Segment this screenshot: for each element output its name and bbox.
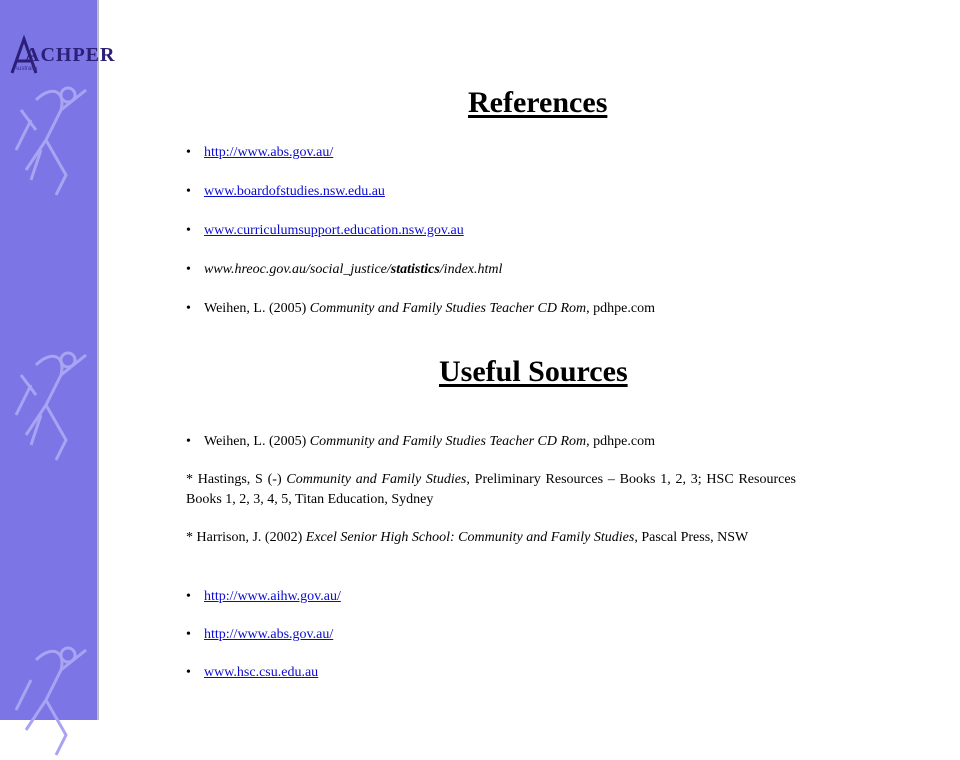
source-title: Community and Family Studies Teacher CD Rom (309, 434, 587, 449)
reference-text-bold: statistics (390, 262, 440, 277)
reference-title: Community and Family Studies Teacher CD Rom (309, 301, 587, 316)
source-link[interactable]: http://www.aihw.gov.au/ (204, 589, 341, 604)
reference-text: /index.html (439, 262, 503, 277)
bullet: • (186, 301, 191, 316)
bullet: • (186, 627, 191, 642)
source-item (186, 433, 655, 451)
source-text: , pdhpe.com (586, 434, 655, 449)
reference-item (186, 183, 385, 201)
source-text: * Harrison, J. (2002) (186, 530, 306, 545)
bullet: • (186, 145, 191, 160)
bullet: • (186, 223, 191, 238)
bullet: • (186, 184, 191, 199)
reference-text: Weihen, L. (2005) (204, 301, 310, 316)
logo-subtext: Australia (14, 66, 38, 72)
bullet: • (186, 262, 191, 277)
athlete-figure-icon (6, 80, 92, 200)
source-item (186, 626, 333, 644)
reference-text: , pdhpe.com (586, 301, 655, 316)
reference-text: www.hreoc.gov.au/social_justice/ (204, 262, 391, 277)
references-heading: References (468, 86, 608, 119)
sidebar-decoration (0, 0, 116, 720)
source-item (186, 528, 796, 548)
bullet: • (186, 434, 191, 449)
source-text: , Preliminary Resources – Books 1, 2, 3; HSC Resources Books 1, 2, 3, 4, 5, Titan Education, Sydney (186, 472, 796, 507)
source-text: * Hastings, S (-) (186, 472, 287, 487)
reference-item (186, 300, 655, 318)
athlete-figure-icon (6, 345, 92, 465)
reference-item (186, 144, 333, 162)
source-title: Community and Family Studies (286, 472, 467, 487)
reference-link[interactable]: www.boardofstudies.nsw.edu.au (204, 184, 385, 199)
source-link[interactable]: http://www.abs.gov.au/ (204, 627, 334, 642)
source-text: Weihen, L. (2005) (204, 434, 310, 449)
reference-item (186, 261, 502, 279)
source-item (186, 664, 318, 682)
reference-item (186, 222, 464, 240)
useful-sources-heading: Useful Sources (439, 355, 628, 388)
source-title: Excel Senior High School: Community and Family Studies (305, 530, 635, 545)
source-item (186, 470, 796, 510)
source-link[interactable]: www.hsc.csu.edu.au (204, 665, 319, 680)
bullet: • (186, 665, 191, 680)
logo-text: ACHPER (25, 44, 116, 66)
source-text: , Pascal Press, NSW (634, 530, 749, 545)
source-item (186, 588, 341, 606)
reference-link[interactable]: www.curriculumsupport.education.nsw.gov.au (204, 223, 464, 238)
athlete-figure-icon (6, 640, 92, 760)
bullet: • (186, 589, 191, 604)
reference-link[interactable]: http://www.abs.gov.au/ (204, 145, 334, 160)
